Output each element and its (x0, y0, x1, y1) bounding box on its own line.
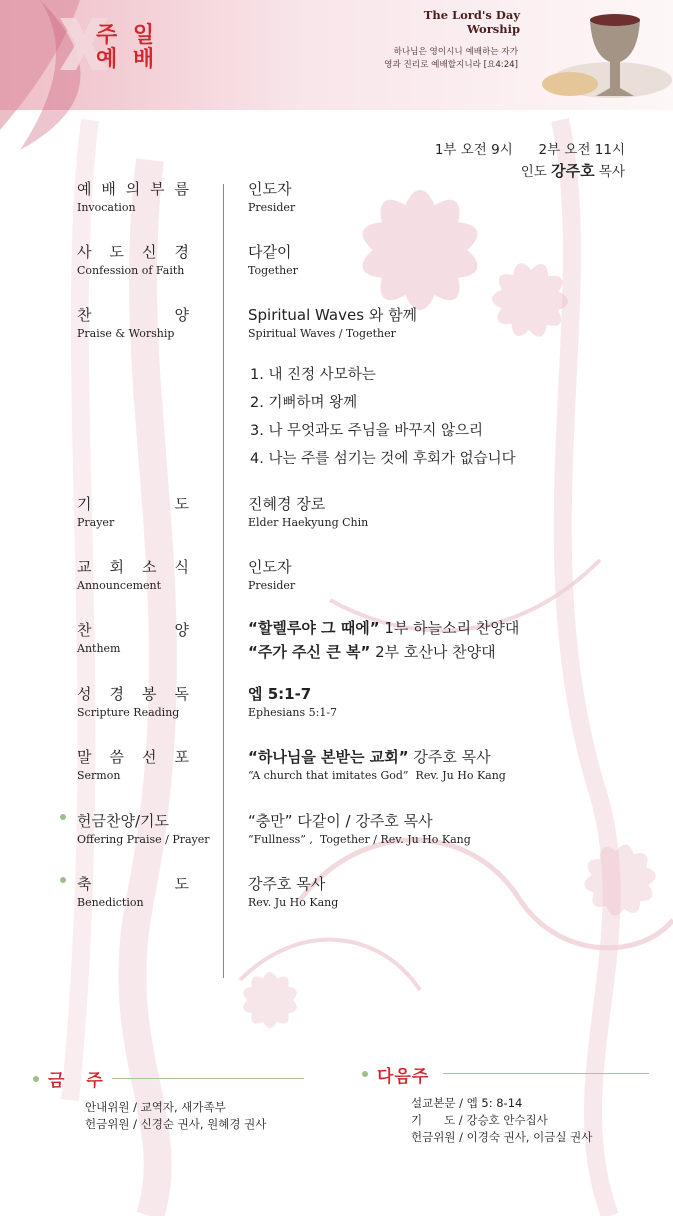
bullet-dot (33, 1076, 39, 1082)
order-label-announcement: 교 회 소 식 Announcement (77, 558, 189, 592)
order-value-announcement: 인도자 Presider (248, 558, 296, 592)
scripture-verse: 하나님은 영이시니 예배하는 자가 영과 진리로 예배할지니라 [요4:24] (384, 47, 518, 70)
label-en: Invocation (77, 201, 136, 214)
page-title (96, 24, 158, 72)
order-value-invocation: 인도자 Presider (248, 180, 296, 214)
song-item: 2. 기뻐하며 왕께 (250, 395, 358, 411)
song-item: 1. 내 진정 사모하는 (250, 367, 376, 383)
order-label-confession: 사 도 신 경 Confession of Faith (77, 243, 189, 277)
order-value-anthem: “할렐루야 그 때에” 1부 하늘소리 찬양대 “주가 주신 큰 복” 2부 호산나 찬양대 (248, 619, 520, 661)
service-times: 1부 오전 9시 2부 오전 11시 (434, 142, 625, 158)
section-rule (443, 1073, 649, 1074)
order-value-prayer: 진혜경 장로 Elder Haekyung Chin (248, 495, 369, 529)
subtitle: The Lord's Day Worship (423, 8, 520, 36)
order-value-scripture: 엡 5:1-7 Ephesians 5:1-7 (248, 685, 338, 719)
section-rule (112, 1078, 304, 1079)
order-value-sermon: “하나님을 본받는 교회” 강주호 목사 “A church that imitates God” Rev. Ju Ho Kang (248, 748, 506, 782)
order-label-prayer: 기 도 Prayer (77, 495, 189, 529)
order-label-anthem: 찬 양 Anthem (77, 621, 189, 655)
order-label-scripture: 성 경 봉 독 Scripture Reading (77, 685, 189, 719)
order-value-benediction: 강주호 목사 Rev. Ju Ho Kang (248, 875, 339, 909)
next-week-info: 설교본문 / 엡 5: 8-14 기 도 / 강승호 안수집사 헌금위원 / 이경숙 권사, 이금실 권사 (411, 1096, 593, 1144)
order-label-praise-worship: 찬 양 Praise & Worship (77, 306, 189, 340)
service-leader: 인도 강주호 목사 (520, 162, 625, 180)
order-label-benediction: 축 도 Benediction (77, 873, 189, 909)
song-item: 3. 나 무엇과도 주님을 바꾸지 않으리 (250, 423, 483, 439)
order-value-praise-worship: Spiritual Waves 와 함께 Spiritual Waves / Together (248, 306, 418, 340)
order-label-offering: 헌금찬양/기도 Offering Praise / Prayer (77, 810, 189, 846)
label-ko: 예 배 의 부 름 (77, 180, 189, 198)
title-line-1: 주 일 (96, 23, 159, 48)
order-value-confession: 다같이 Together (248, 243, 298, 277)
next-week-title: 다음주 (377, 1067, 430, 1087)
song-item: 4. 나는 주를 섬기는 것에 후회가 없습니다 (250, 451, 516, 467)
this-week-title: 금 주 (48, 1071, 111, 1091)
bullet-dot (60, 877, 66, 883)
song-list (250, 361, 516, 473)
bullet-dot (60, 814, 66, 820)
order-value-offering: “충만” 다같이 / 강주호 목사 “Fullness” , Together / Rev. Ju Ho Kang (248, 812, 471, 846)
column-divider (223, 184, 224, 978)
title-line-2: 예 배 (96, 47, 159, 72)
order-label-sermon: 말 씀 선 포 Sermon (77, 748, 189, 782)
bullet-dot (362, 1071, 368, 1077)
order-label-invocation (77, 178, 189, 214)
this-week-info: 안내위원 / 교역자, 새가족부 헌금위원 / 신경순 권사, 원혜경 권사 (85, 1100, 267, 1131)
